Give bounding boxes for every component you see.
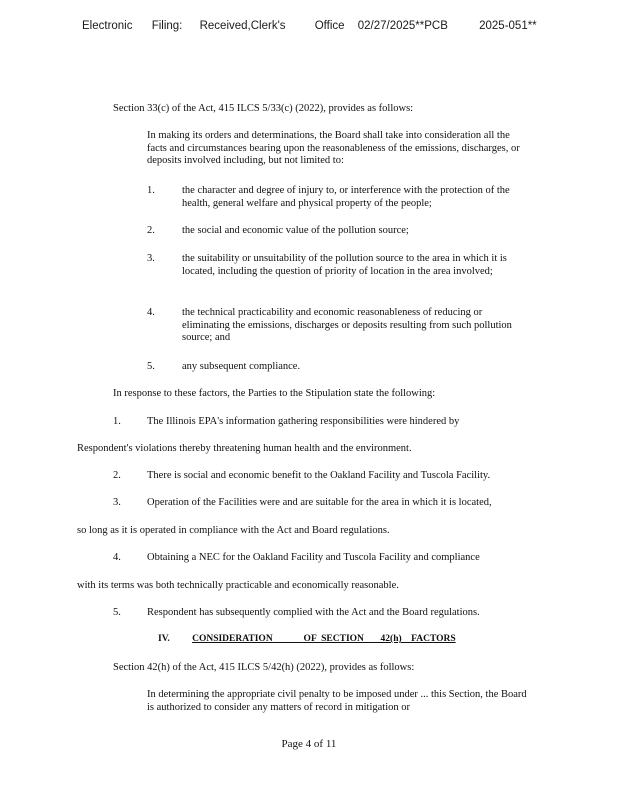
header-received-clerks: Received,Clerk's [199,20,286,32]
stipulation-text-continued: Respondent's violations thereby threatening human health and the environment. [77,443,412,454]
factor-text: the character and degree of injury to, or interference with the protection of the health, general welfare and physical property of the people; [182,185,510,209]
section-33c-quote: In making its orders and determinations, the Board shall take into consideration all the facts and circumstances bearing upon the reasonableness of the emissions, discharges, or deposits involved including, but not limited to: [147,130,520,166]
filing-stamp-header [82,20,537,32]
factor-text: the technical practicability and economic reasonableness of reducing or eliminating the emissions, discharges or deposits resulting from such pollution source; and [182,307,512,343]
section-heading [158,634,456,644]
factor-text: the social and economic value of the pollution source; [182,225,409,236]
stipulation-text-continued: with its terms was both technically practicable and economically reasonable. [77,580,399,591]
header-office: Office [314,20,345,32]
factor-number: 5. [147,361,155,372]
stipulation-text: There is social and economic benefit to the Oakland Facility and Tuscola Facility. [147,470,491,481]
section-42h-intro: Section 42(h) of the Act, 415 ILCS 5/42(h) (2022), provides as follows: [113,662,415,673]
section-33c-intro: Section 33(c) of the Act, 415 ILCS 5/33(c) (2022), provides as follows: [113,103,414,114]
stipulation-number: 5. [113,607,121,618]
stipulation-text: Respondent has subsequently complied with the Act and the Board regulations. [147,607,480,618]
header-filing: Filing: [151,20,183,32]
stipulation-text-continued: so long as it is operated in compliance with the Act and Board regulations. [77,525,390,536]
factor-text: any subsequent compliance. [182,361,301,372]
factor-number: 4. [147,307,155,318]
stipulation-text: Operation of the Facilities were and are suitable for the area in which it is located, [147,497,492,508]
stipulation-number: 3. [113,497,121,508]
stipulation-text: The Illinois EPA's information gathering responsibilities were hindered by [147,416,460,427]
section-heading-title: CONSIDERATION OF SECTION 42(h) FACTORS [192,634,456,644]
factor-text: the suitability or unsuitability of the pollution source to the area in which it is located, including the question of priority of location in the area involved; [182,253,507,277]
section-42h-quote: In determining the appropriate civil penalty to be imposed under ... this Section, the Board is authorized to consider any matters of record in mitigation or [147,689,527,713]
response-intro: In response to these factors, the Parties to the Stipulation state the following: [113,388,436,399]
stipulation-number: 4. [113,552,121,563]
header-date: 02/27/2025**PCB [357,20,448,32]
factor-number: 3. [147,253,155,264]
header-docket: 2025-051** [479,20,537,32]
stipulation-number: 1. [113,416,121,427]
stipulation-text: Obtaining a NEC for the Oakland Facility and Tuscola Facility and compliance [147,552,480,563]
section-heading-number: IV. [158,634,170,644]
factor-number: 1. [147,185,155,196]
page-number: Page 4 of 11 [281,738,337,750]
header-electronic: Electronic [82,20,133,32]
stipulation-number: 2. [113,470,121,481]
factor-number: 2. [147,225,155,236]
